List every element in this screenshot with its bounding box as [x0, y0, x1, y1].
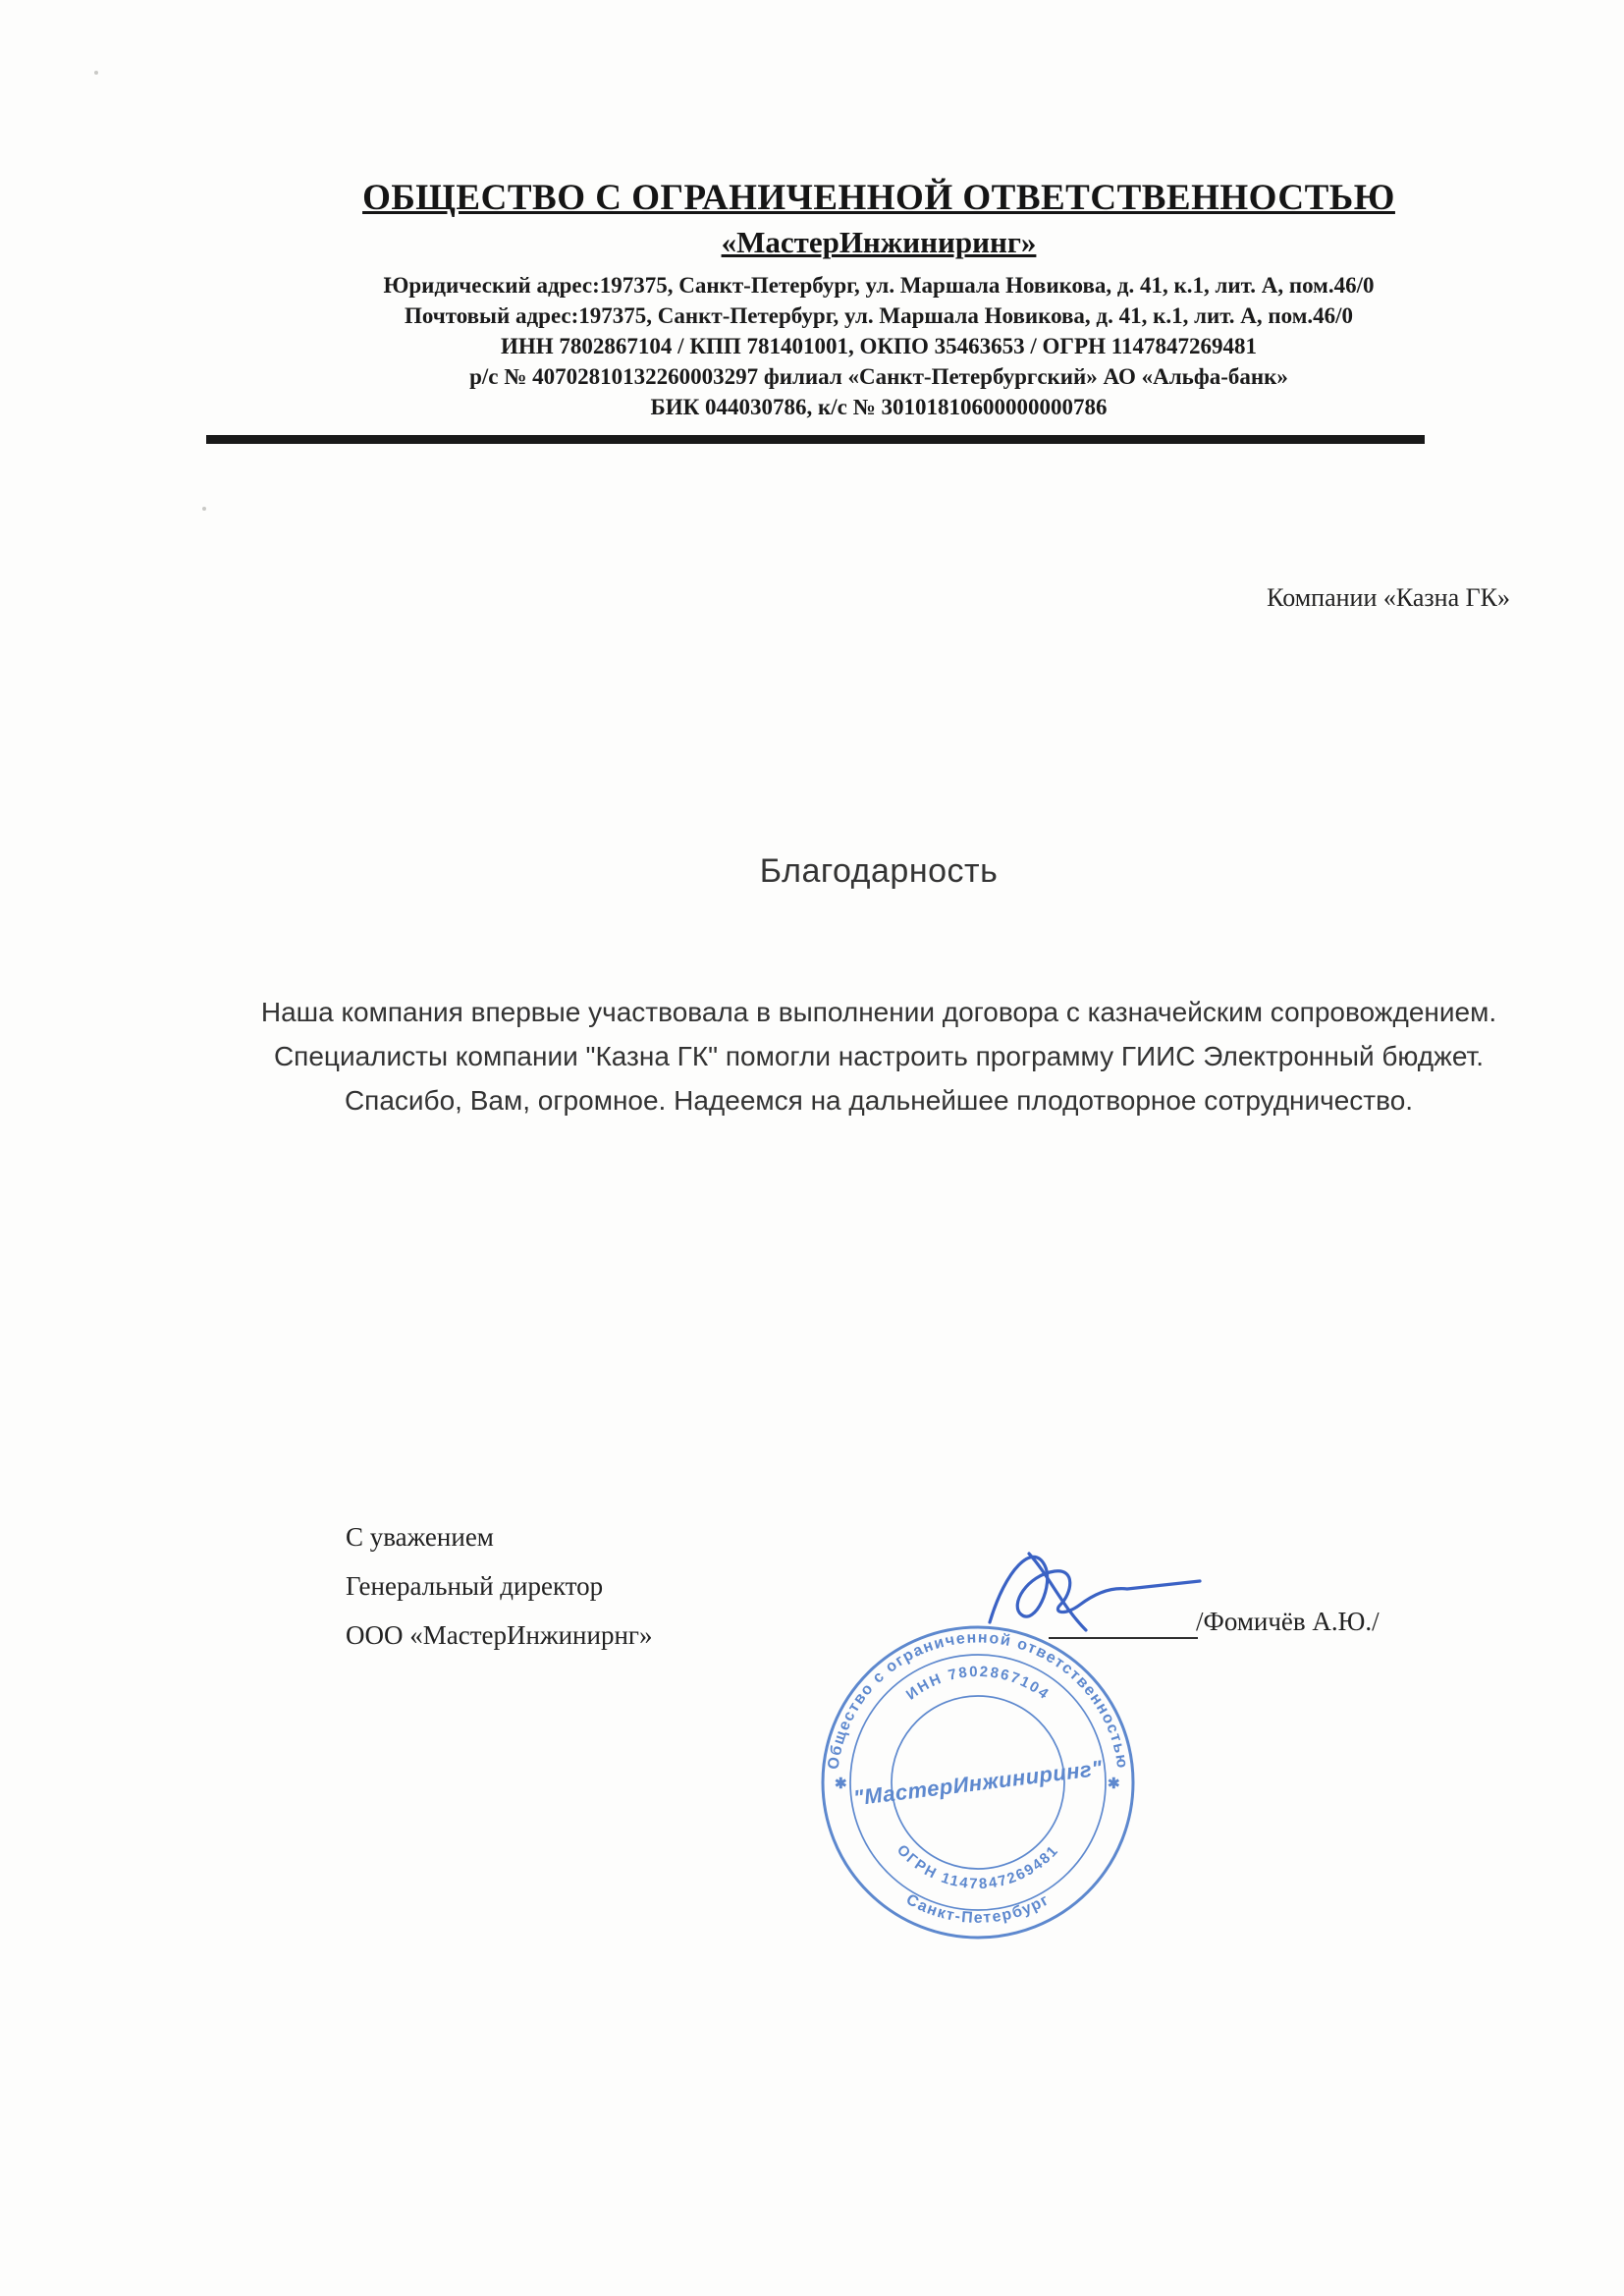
legal-address-line: Юридический адрес:197375, Санкт-Петербург, ул. Маршала Новикова, д. 41, к.1, лит. А, пом.46/0	[383, 273, 1375, 298]
scan-speck	[94, 71, 98, 75]
signature-stroke-1	[990, 1557, 1200, 1622]
closing-position: Генеральный директор	[346, 1571, 604, 1601]
letterhead-details	[236, 270, 1522, 422]
stamp-ring-text-bottom: Санкт-Петербург	[902, 1890, 1054, 1927]
stamp-center-name: "МастерИнжиниринг"	[851, 1755, 1105, 1811]
bank-codes-line: БИК 044030786, к/с № 30101810600000000786	[650, 395, 1108, 419]
tax-ids-line: ИНН 7802867104 / КПП 781401001, ОКПО 35463653 / ОГРН 1147847269481	[501, 334, 1257, 358]
stamp-star-icon: ✱	[1108, 1776, 1120, 1792]
org-type-title: ОБЩЕСТВО С ОГРАНИЧЕННОЙ ОТВЕТСТВЕННОСТЬЮ	[362, 178, 1395, 218]
stamp-ring-text-top: Общество с ограниченной ответственностью	[825, 1629, 1131, 1771]
stamp-ogrn-text: ОГРН 1147847269481	[893, 1841, 1062, 1893]
letter-body: Наша компания впервые участвовала в выполнении договора с казначейским сопровождением. Специалисты компании "Казна ГК" помогли настроить программу ГИИС Электронный бюджет. Спасибо, Вам, огромное. Надеемся на дальнейшее плодотворное сотрудничество.	[260, 997, 1497, 1116]
company-stamp	[811, 1615, 1145, 1949]
recipient-line: Компании «Казна ГК»	[1267, 583, 1510, 612]
scan-speck	[202, 507, 206, 511]
org-name-title: «МастерИнжиниринг»	[721, 225, 1037, 259]
stamp-star-icon: ✱	[835, 1776, 847, 1792]
letterhead-divider	[206, 435, 1425, 444]
stamp-inn-text: ИНН 7802867104	[902, 1663, 1054, 1704]
letterhead	[236, 177, 1522, 422]
letter-title: Благодарность	[759, 852, 999, 890]
closing-company: ООО «МастерИнжинирнг»	[346, 1620, 653, 1650]
closing-salutation: С уважением	[346, 1522, 494, 1552]
signer-name: /Фомичёв А.Ю./	[1196, 1607, 1380, 1636]
bank-account-line: р/с № 40702810132260003297 филиал «Санкт-Петербургский» АО «Альфа-банк»	[469, 364, 1288, 389]
closing-block	[346, 1512, 652, 1660]
postal-address-line: Почтовый адрес:197375, Санкт-Петербург, ул. Маршала Новикова, д. 41, к.1, лит. А, пом.46/0	[404, 303, 1354, 328]
